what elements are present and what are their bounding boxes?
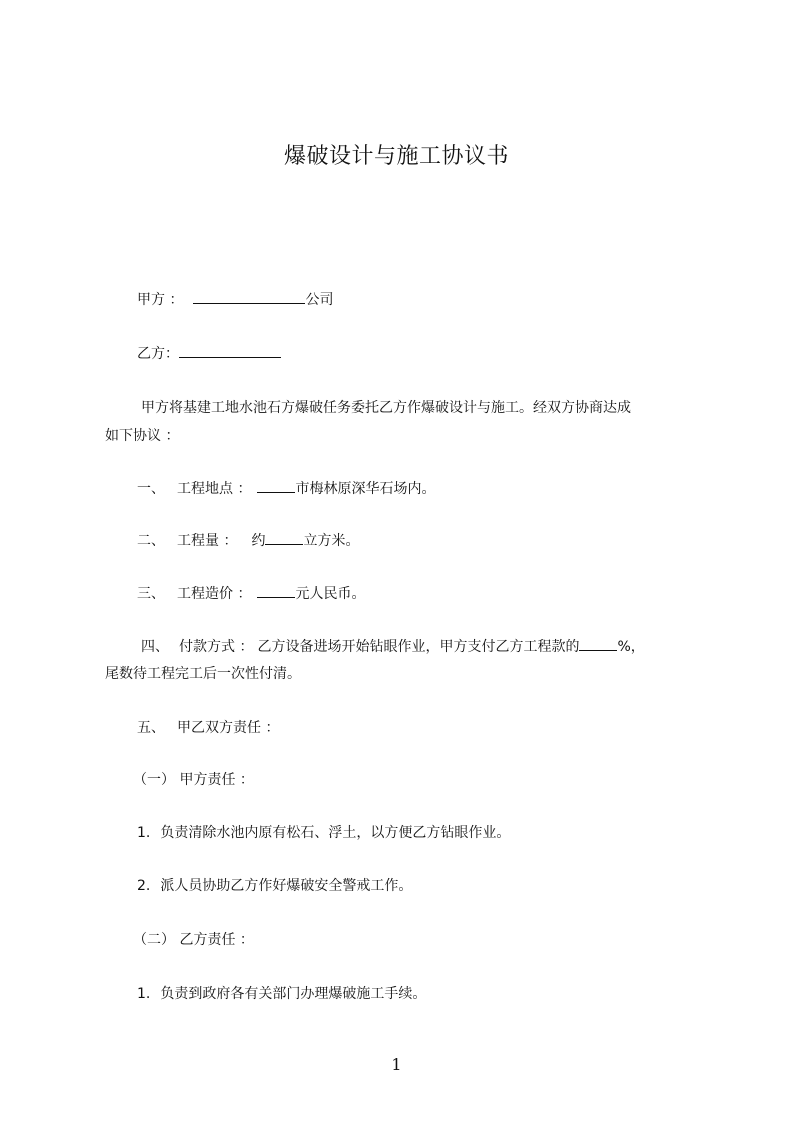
party-a-item-2-num: 2.	[137, 878, 151, 894]
clause-2-prefix: 约	[251, 533, 266, 549]
clause-1-label: 工程地点 ：	[177, 481, 252, 497]
party-a-item-1	[137, 822, 510, 844]
clause-3	[137, 583, 365, 605]
party-a-blank	[193, 289, 305, 304]
clause-5-label: 甲乙双方责任 ：	[177, 720, 280, 736]
clause-3-value: 元人民币。	[295, 586, 366, 602]
party-b-label: 乙方：	[137, 346, 179, 362]
party-a-item-2-text: 派人员协助乙方作好爆破安全警戒工作。	[160, 878, 413, 894]
clause-2-label: 工程量 ：	[177, 533, 238, 549]
intro-line-2: 如下协议 ：	[105, 428, 180, 444]
clause-4-blank	[579, 636, 617, 651]
party-a-suffix: 公司	[305, 292, 334, 308]
party-b-blank	[179, 343, 281, 358]
clause-1	[137, 478, 435, 500]
clause-5	[137, 717, 279, 739]
clause-1-blank	[257, 478, 295, 493]
clause-3-number: 三、	[137, 586, 165, 602]
clause-3-blank	[257, 583, 295, 598]
clause-4-number: 四、	[141, 639, 169, 655]
party-b-item-1-text: 负责到政府各有关部门办理爆破施工手续。	[160, 986, 427, 1002]
clause-4-label: 付款方式 ：	[179, 639, 254, 655]
clause-4-line-2: 尾数待工程完工后一次性付清。	[105, 666, 301, 682]
clause-1-number: 一、	[137, 481, 165, 497]
clause-2-number: 二、	[137, 533, 165, 549]
clause-2-blank	[265, 530, 303, 545]
party-a-item-2	[137, 875, 412, 897]
party-b-responsibilities-heading: （二） 乙方责任 ：	[133, 932, 254, 948]
clause-1-value: 市梅林原深华石场内。	[295, 481, 436, 497]
clause-4-text: 乙方设备进场开始钻眼作业，甲方支付乙方工程款的	[257, 639, 580, 655]
party-a-responsibilities-heading: （一） 甲方责任 ：	[133, 772, 254, 788]
clause-2	[137, 530, 359, 552]
intro-line-1: 甲方将基建工地水池石方爆破任务委托乙方作爆破设计与施工。经双方协商达成	[141, 400, 631, 416]
party-b-line	[137, 343, 281, 365]
page-number: 1	[391, 1055, 402, 1074]
party-b-item-1-num: 1.	[137, 986, 151, 1002]
clause-2-value: 立方米。	[303, 533, 360, 549]
party-b-item-1	[137, 983, 426, 1005]
document-title: 爆破设计与施工协议书	[283, 144, 509, 169]
clause-4-suffix: %，	[617, 639, 645, 655]
clause-3-label: 工程造价 ：	[177, 586, 252, 602]
party-a-item-1-num: 1.	[137, 825, 151, 841]
party-a-item-1-text: 负责清除水池内原有松石、浮土，以方便乙方钻眼作业。	[160, 825, 511, 841]
party-a-line	[137, 289, 333, 311]
party-a-label: 甲方 ：	[137, 292, 184, 308]
clause-5-number: 五、	[137, 720, 165, 736]
clause-4	[141, 636, 645, 658]
